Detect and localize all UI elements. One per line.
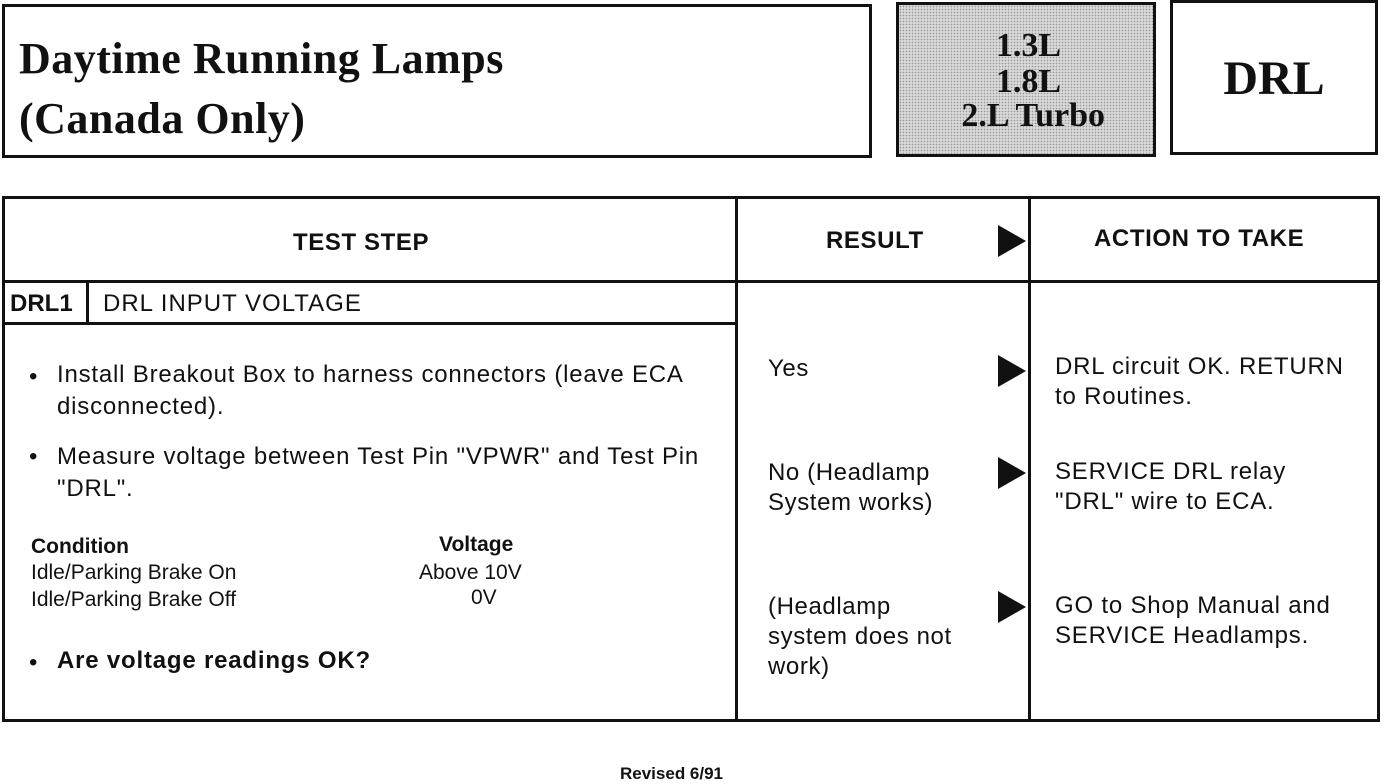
arrow-right-icon bbox=[998, 225, 1026, 257]
bullet-icon: • bbox=[29, 443, 38, 470]
condition-cell: Idle/Parking Brake Off bbox=[31, 588, 237, 611]
step-title: DRL INPUT VOLTAGE bbox=[103, 290, 362, 317]
instruction-text: Install Breakout Box to harness connectors (leave ECA disconnected). bbox=[57, 361, 683, 420]
condition-cell: Idle/Parking Brake On bbox=[31, 561, 237, 584]
engine-label: 2.L Turbo bbox=[961, 97, 1105, 134]
arrow-right-icon bbox=[998, 355, 1026, 387]
voltage-header: Voltage bbox=[439, 533, 514, 556]
engine-label: 1.8L bbox=[995, 63, 1061, 100]
column-divider bbox=[1028, 199, 1031, 719]
engine-applicability-box bbox=[896, 2, 1156, 157]
column-divider bbox=[735, 199, 738, 719]
page-subtitle: (Canada Only) bbox=[19, 94, 306, 143]
bullet-icon: • bbox=[29, 363, 38, 390]
section-code-box bbox=[1170, 0, 1378, 155]
arrow-right-icon bbox=[998, 591, 1026, 623]
action-text: SERVICE DRL relay "DRL" wire to ECA. bbox=[1055, 458, 1287, 515]
bullet-icon: • bbox=[29, 649, 38, 676]
column-header-result: RESULT bbox=[826, 227, 924, 254]
column-header-test-step: TEST STEP bbox=[293, 229, 430, 256]
step-question: Are voltage readings OK? bbox=[57, 647, 371, 674]
page-title: Daytime Running Lamps bbox=[19, 34, 504, 83]
arrow-right-icon bbox=[998, 457, 1026, 489]
result-text: No (Headlamp System works) bbox=[768, 459, 934, 516]
revision-footer: Revised 6/91 bbox=[620, 764, 724, 783]
step-title-row bbox=[5, 283, 738, 325]
action-text: GO to Shop Manual and SERVICE Headlamps. bbox=[1055, 592, 1331, 649]
title-box bbox=[2, 4, 872, 158]
step-id: DRL1 bbox=[5, 283, 89, 322]
diagnostic-table bbox=[2, 196, 1380, 722]
voltage-cell: Above 10V bbox=[419, 561, 522, 584]
engine-label: 1.3L bbox=[995, 27, 1061, 64]
column-header-action: ACTION TO TAKE bbox=[1094, 225, 1305, 252]
instruction-text: Measure voltage between Test Pin "VPWR" and Test Pin "DRL". bbox=[57, 443, 700, 502]
section-code: DRL bbox=[1223, 52, 1325, 105]
action-text: DRL circuit OK. RETURN to Routines. bbox=[1055, 353, 1344, 410]
result-text: Yes bbox=[768, 355, 809, 382]
voltage-cell: 0V bbox=[471, 586, 497, 609]
condition-header: Condition bbox=[31, 535, 129, 558]
result-text: (Headlamp system does not work) bbox=[768, 593, 952, 680]
